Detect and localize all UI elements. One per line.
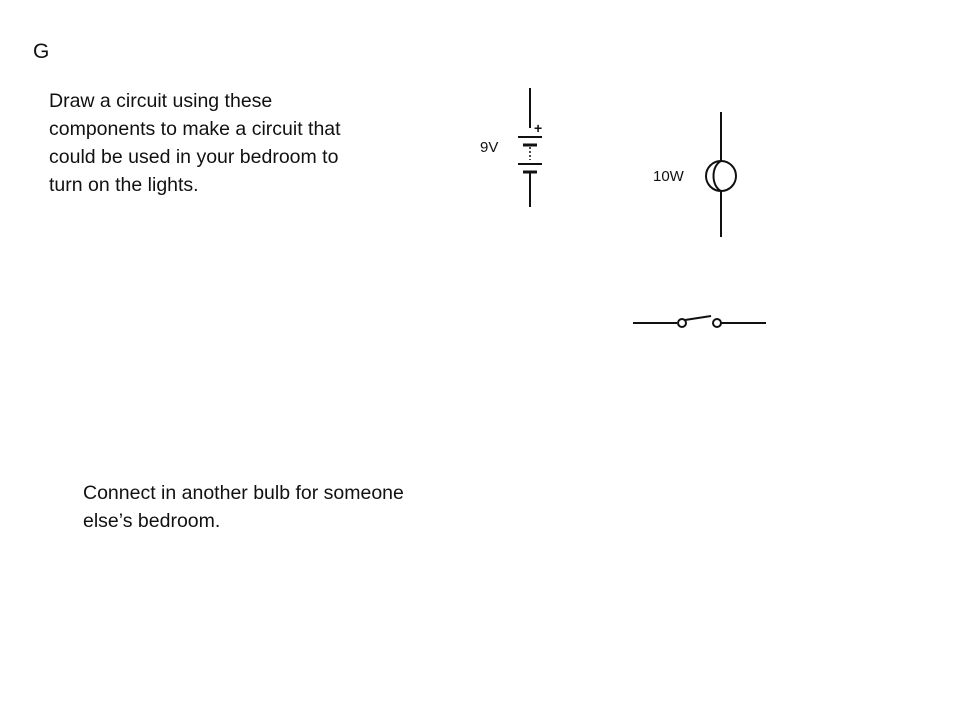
battery-symbol xyxy=(470,80,570,215)
bulb-power-label: 10W xyxy=(653,168,684,185)
switch-contact-left xyxy=(678,319,686,327)
task-line: could be used in your bedroom to xyxy=(49,146,339,168)
bulb-symbol xyxy=(645,108,755,243)
switch-lever xyxy=(685,316,711,320)
switch-symbol xyxy=(630,308,770,338)
task-instruction xyxy=(49,87,421,199)
extension-line: Connect in another bulb for someone xyxy=(83,482,404,504)
extension-instruction xyxy=(83,479,503,535)
task-line: components to make a circuit that xyxy=(49,118,341,140)
slide-letter: G xyxy=(33,40,50,63)
extension-line: else’s bedroom. xyxy=(83,510,221,532)
bulb-circle xyxy=(706,161,736,191)
task-line: Draw a circuit using these xyxy=(49,90,273,112)
switch-contact-right xyxy=(713,319,721,327)
bulb-filament xyxy=(714,161,722,191)
task-line: turn on the lights. xyxy=(49,174,199,196)
battery-plus-sign: + xyxy=(534,120,543,136)
battery-voltage-label: 9V xyxy=(480,139,499,156)
